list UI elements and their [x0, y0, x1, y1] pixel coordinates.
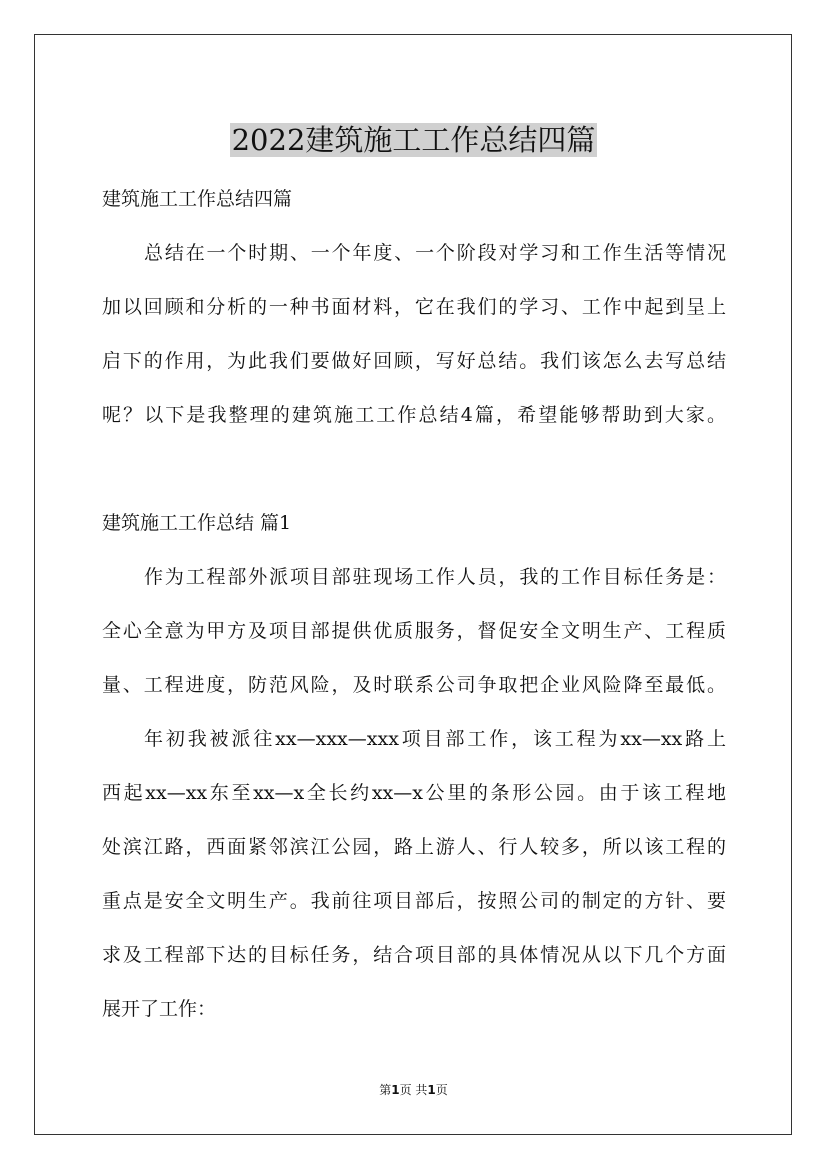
footer-page-mid: 页 共: [399, 1083, 428, 1097]
page-footer: [0, 1082, 827, 1098]
blank-line: [102, 442, 726, 496]
footer-page-current: 1: [391, 1083, 400, 1097]
footer-page-suffix: 页: [435, 1083, 448, 1097]
section1-para2-line-1: 年初我被派往xx—xxx—xxx项目部工作，该工程为xx—xx路上: [144, 728, 726, 750]
intro-line-1: 总结在一个时期、一个年度、一个阶段对学习和工作生活等情况: [144, 242, 726, 264]
section1-para1-line-1: 作为工程部外派项目部驻现场工作人员，我的工作目标任务是：: [144, 566, 726, 588]
footer-page-total: 1: [427, 1083, 436, 1097]
footer-page-prefix: 第: [379, 1083, 392, 1097]
section1-para1-line-2: 全心全意为甲方及项目部提供优质服务，督促安全文明生产、工程质: [102, 620, 726, 642]
section1-para2-line-4: 重点是安全文明生产。我前往项目部后，按照公司的制定的方针、要: [102, 890, 726, 912]
document-title-text: 2022建筑施工工作总结四篇: [231, 123, 596, 158]
section1-para2-line-3: 处滨江路，西面紧邻滨江公园，路上游人、行人较多，所以该工程的: [102, 836, 726, 858]
intro-line-2: 加以回顾和分析的一种书面材料，它在我们的学习、工作中起到呈上: [102, 296, 726, 318]
section1-para2-line-5: 求及工程部下达的目标任务，结合项目部的具体情况从以下几个方面: [102, 944, 726, 966]
section1-para2-line-6: 展开了工作：: [102, 998, 217, 1020]
intro-line-4: 呢？以下是我整理的建筑施工工作总结4篇，希望能够帮助到大家。: [102, 404, 726, 426]
section1-para1-line-3: 量、工程进度，防范风险，及时联系公司争取把企业风险降至最低。: [102, 674, 726, 696]
document-body: [102, 172, 726, 1036]
document-title: [0, 120, 827, 160]
section1-heading: 建筑施工工作总结 篇1: [102, 512, 292, 534]
intro-line-3: 启下的作用，为此我们要做好回顾，写好总结。我们该怎么去写总结: [102, 350, 726, 372]
subtitle: 建筑施工工作总结四篇: [102, 188, 293, 210]
section1-para2-line-2: 西起xx—xx东至xx—x全长约xx—x公里的条形公园。由于该工程地: [102, 782, 726, 804]
